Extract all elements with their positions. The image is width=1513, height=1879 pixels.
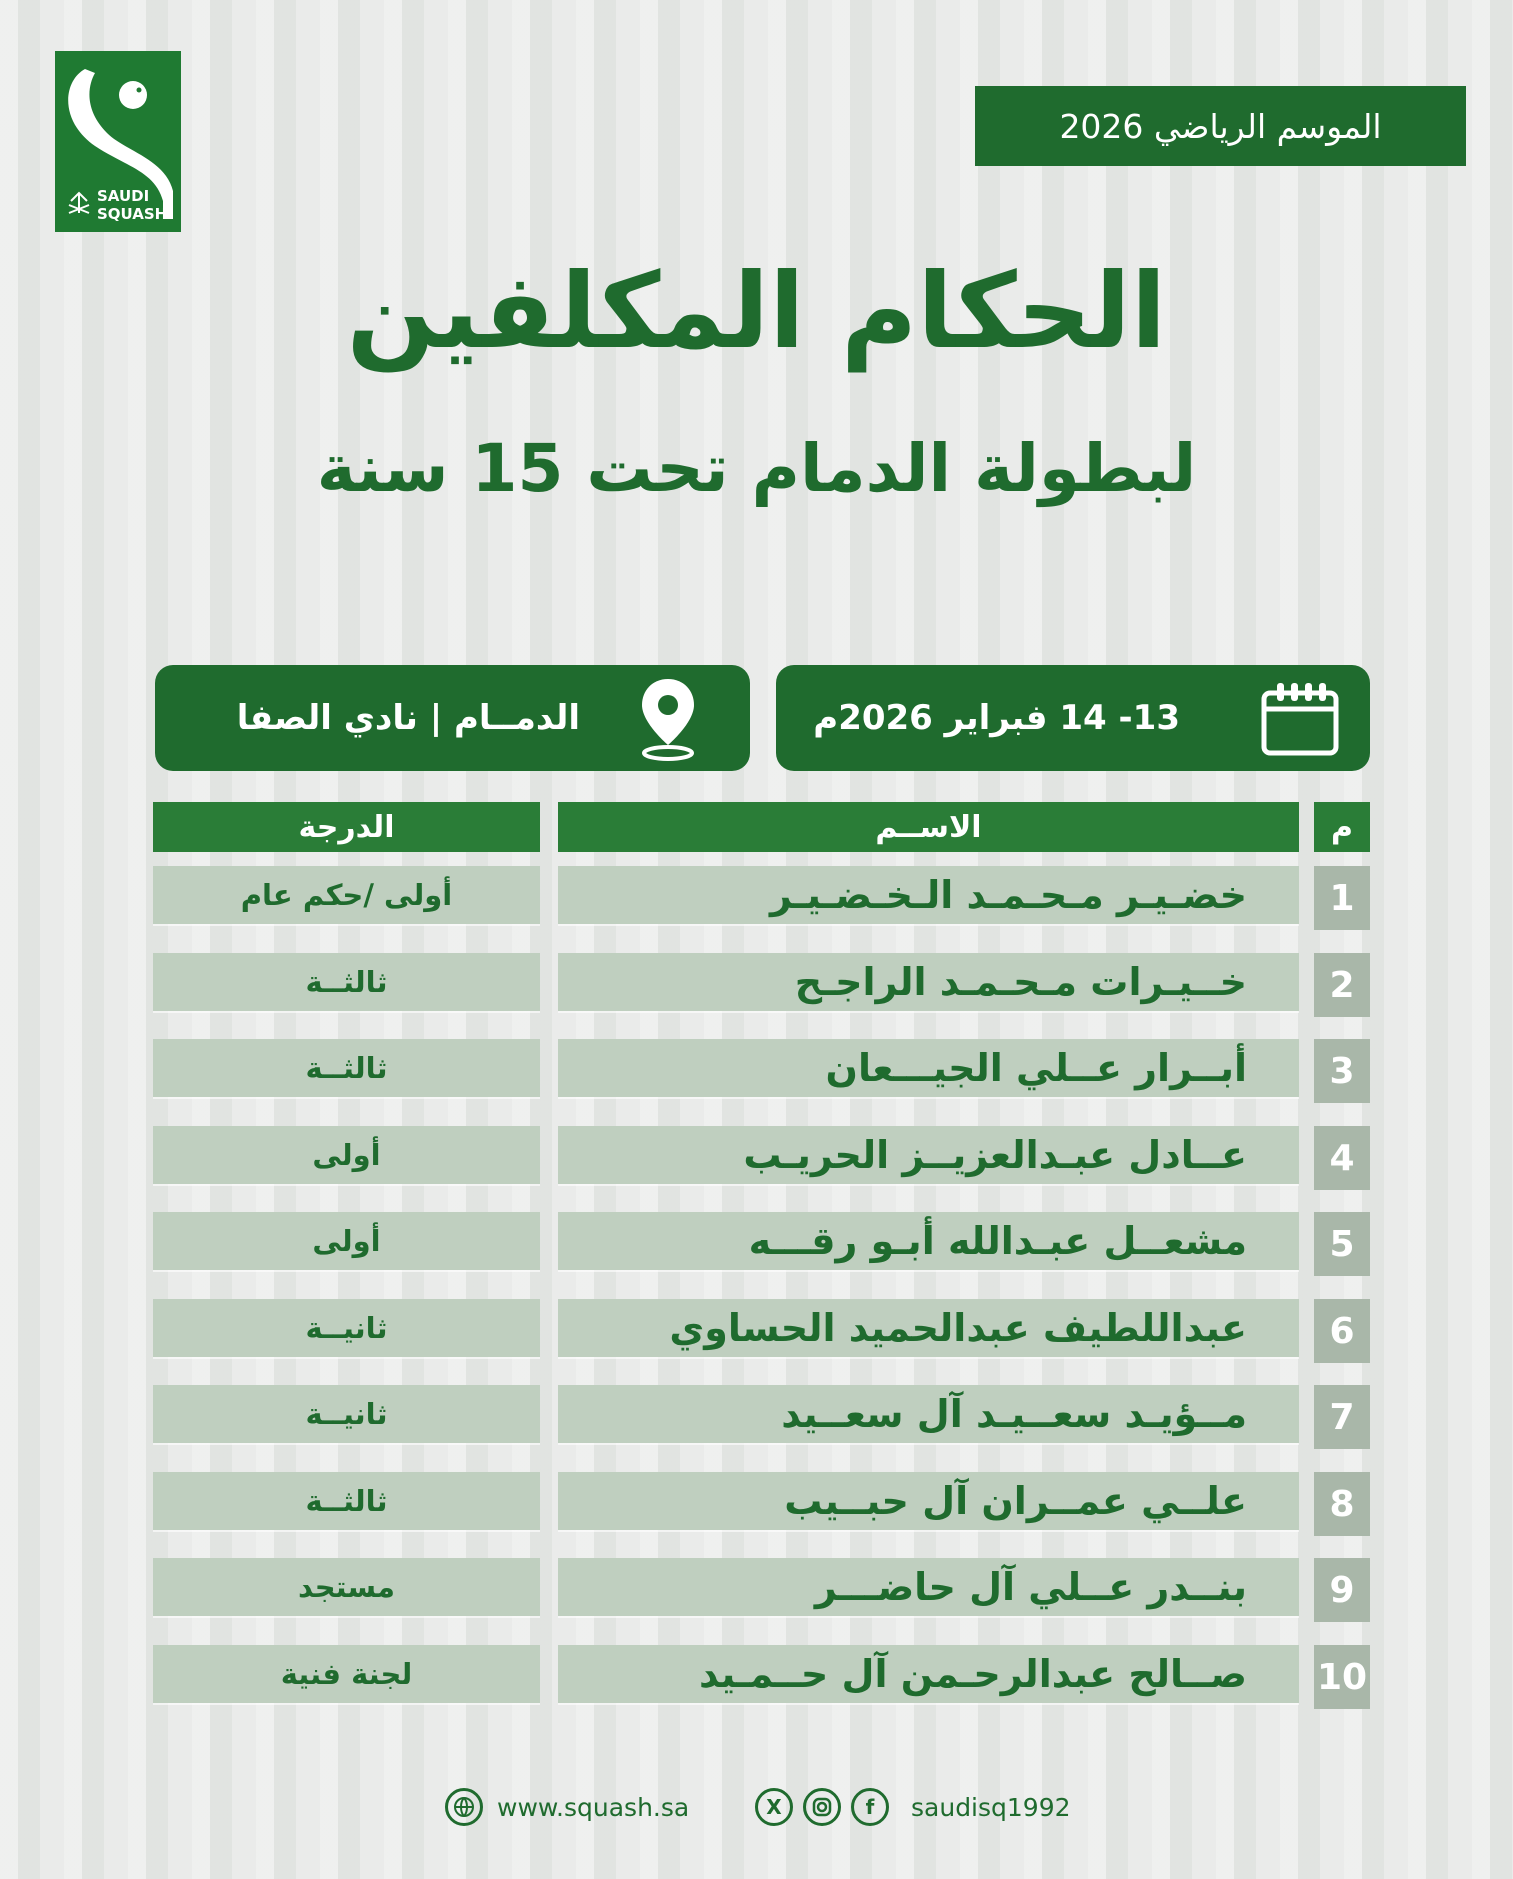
row-number: 1	[1314, 866, 1370, 930]
referee-name: مشعــل عبـدالله أبـو رقـــه	[558, 1212, 1299, 1270]
header-name: الاســم	[558, 802, 1299, 852]
header-grade: الدرجة	[153, 802, 540, 852]
website-link[interactable]	[445, 1788, 689, 1826]
referee-grade: ثالثــة	[153, 953, 540, 1011]
referee-grade: ثالثــة	[153, 1039, 540, 1097]
facebook-icon[interactable]: f	[851, 1788, 889, 1826]
location-pin-icon	[636, 675, 700, 767]
referee-grade: مستجد	[153, 1558, 540, 1616]
calendar-icon	[1260, 681, 1340, 761]
row-number: 7	[1314, 1385, 1370, 1449]
row-number: 10	[1314, 1645, 1370, 1709]
row-number: 3	[1314, 1039, 1370, 1103]
referee-grade: أولى /حكم عام	[153, 866, 540, 924]
location-box	[155, 665, 750, 771]
date-text: 13- 14 فبراير 2026م	[813, 698, 1180, 738]
row-number: 4	[1314, 1126, 1370, 1190]
referee-grade: لجنة فنية	[153, 1645, 540, 1703]
referee-name: خــيـرات مـحـمـد الراجـح	[558, 953, 1299, 1011]
svg-text:SAUDI: SAUDI	[97, 187, 150, 205]
row-number: 9	[1314, 1558, 1370, 1622]
row-number: 6	[1314, 1299, 1370, 1363]
referee-grade: أولى	[153, 1126, 540, 1184]
header-num: م	[1314, 802, 1370, 852]
referee-name: علــي عمــران آل حبــيب	[558, 1472, 1299, 1530]
referee-grade: أولى	[153, 1212, 540, 1270]
referee-name: صــالح عبدالرحـمن آل حــمـيد	[558, 1645, 1299, 1703]
svg-text:SQUASH: SQUASH	[97, 205, 168, 223]
referee-name: مــؤيـد سعــيـد آل سعــيد	[558, 1385, 1299, 1443]
website-text: www.squash.sa	[497, 1792, 690, 1822]
social-links	[755, 1788, 1071, 1826]
page-title: الحكام المكلفين	[346, 250, 1167, 372]
referee-name: أبــرار عــلي الجيـــعان	[558, 1039, 1299, 1097]
season-banner: الموسم الرياضي 2026	[975, 86, 1466, 166]
date-box	[776, 665, 1370, 771]
referee-grade: ثانيــة	[153, 1385, 540, 1443]
referee-name: بنــدر عــلي آل حاضـــر	[558, 1558, 1299, 1616]
x-twitter-icon[interactable]: X	[755, 1788, 793, 1826]
location-text: الدمــام | نادي الصفا	[236, 698, 580, 738]
referee-name: خضـيـر مـحـمـد الـخـضـيـر	[558, 866, 1299, 924]
referee-name: عــادل عبـدالعزيــز الحريـب	[558, 1126, 1299, 1184]
referee-name: عبداللطيف عبدالحميد الحساوي	[558, 1299, 1299, 1357]
instagram-icon[interactable]	[803, 1788, 841, 1826]
referee-grade: ثالثــة	[153, 1472, 540, 1530]
referee-grade: ثانيــة	[153, 1299, 540, 1357]
row-number: 2	[1314, 953, 1370, 1017]
social-handle: saudisq1992	[911, 1792, 1071, 1822]
page-subtitle: لبطولة الدمام تحت 15 سنة	[316, 430, 1197, 507]
row-number: 5	[1314, 1212, 1370, 1276]
row-number: 8	[1314, 1472, 1370, 1536]
saudi-squash-logo	[55, 51, 181, 232]
globe-icon	[445, 1788, 483, 1826]
